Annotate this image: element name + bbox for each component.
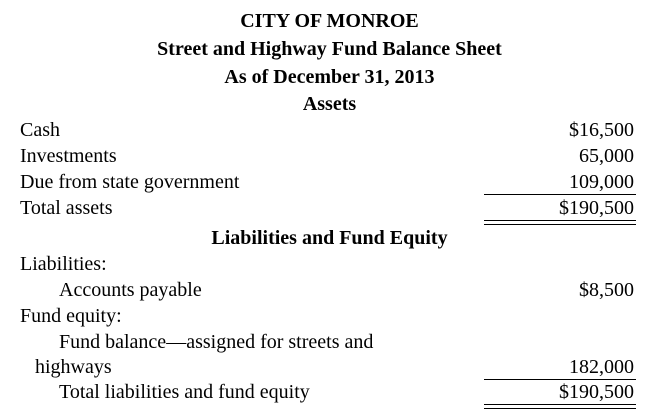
- total-assets-amount: $190,500: [559, 197, 634, 219]
- total-assets-double-rule: [484, 220, 636, 225]
- total-liabilities-double-rule: [484, 404, 636, 409]
- city-title: CITY OF MONROE: [240, 10, 419, 32]
- total-liabilities-equity-amount: $190,500: [559, 381, 634, 403]
- fund-balance-amount: 182,000: [569, 356, 634, 378]
- total-assets-label: Total assets: [20, 197, 113, 219]
- liabilities-equity-heading: Liabilities and Fund Equity: [211, 227, 448, 249]
- statement-title: Street and Highway Fund Balance Sheet: [157, 38, 502, 60]
- assets-heading: Assets: [302, 93, 357, 115]
- fund-balance-label-line2: highways: [35, 356, 112, 378]
- fund-balance-label-line1: Fund balance—assigned for streets and: [59, 331, 374, 353]
- due-from-state-label: Due from state government: [20, 171, 240, 193]
- investments-amount: 65,000: [579, 145, 634, 167]
- cash-amount: $16,500: [569, 119, 634, 141]
- due-from-state-amount: 109,000: [569, 171, 634, 193]
- accounts-payable-amount: $8,500: [579, 279, 634, 301]
- fund-equity-label: Fund equity:: [20, 305, 122, 327]
- subtotal-rule: [484, 194, 636, 195]
- cash-label: Cash: [20, 119, 60, 141]
- investments-label: Investments: [20, 145, 117, 167]
- accounts-payable-label: Accounts payable: [59, 279, 202, 301]
- total-liabilities-equity-label: Total liabilities and fund equity: [59, 381, 310, 403]
- liabilities-label: Liabilities:: [20, 253, 107, 275]
- statement-date: As of December 31, 2013: [224, 66, 435, 88]
